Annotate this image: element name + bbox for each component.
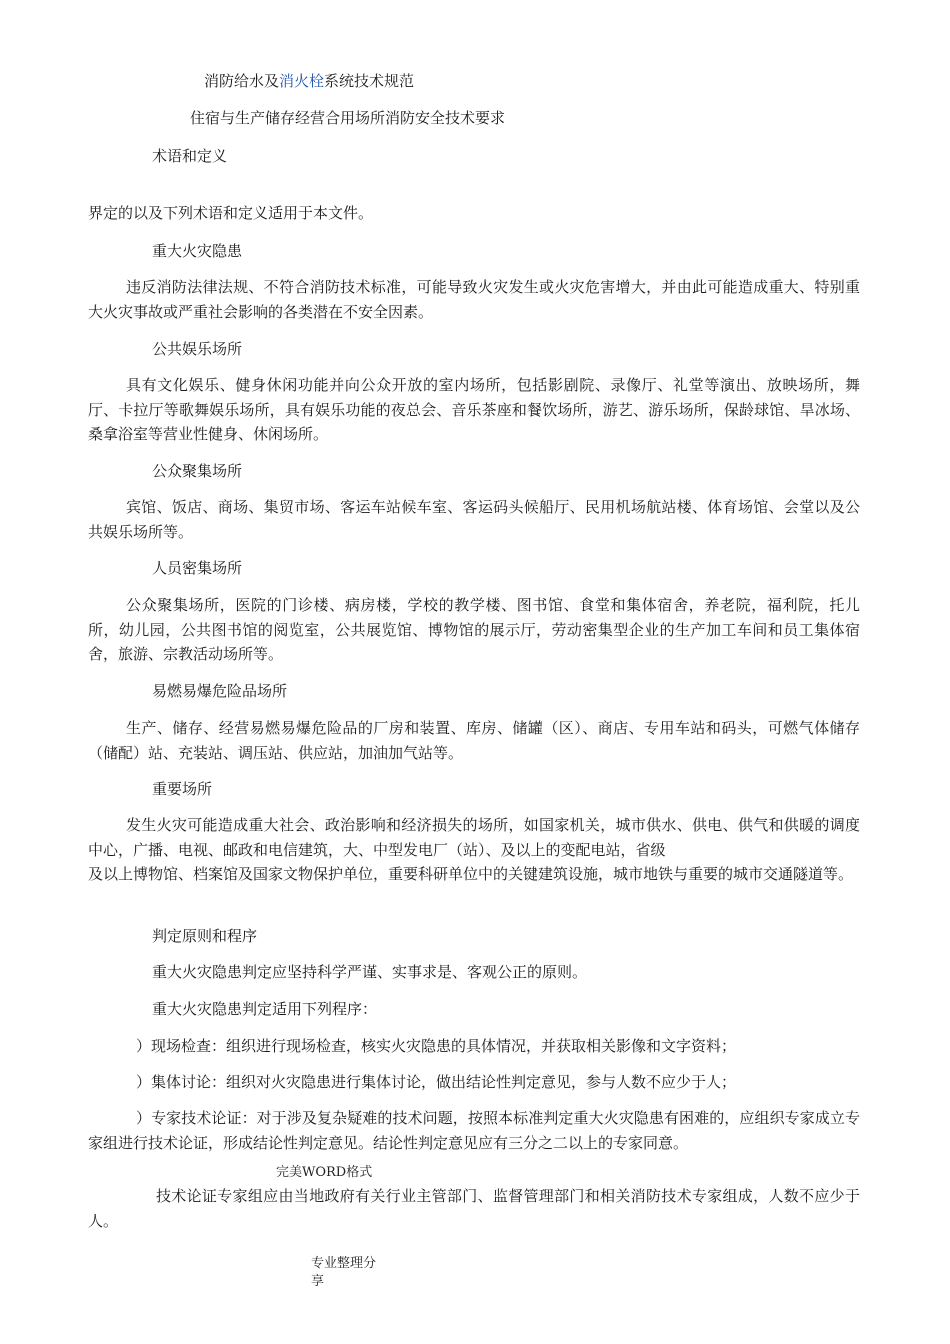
term-definition-continued: 及以上博物馆、档案馆及国家文物保护单位，重要科研单位中的关键建筑设施，城市地铁与重要的城市交通隧道等。 xyxy=(88,865,854,883)
reference-text: 系统技术规范 xyxy=(324,72,415,90)
term-heading: 重要场所 xyxy=(152,780,213,798)
procedure-step: ）集体讨论：组织对火灾隐患进行集体讨论，做出结论性判定意见，参与人数不应少于人； xyxy=(136,1073,737,1091)
term-definition: 宾馆、饭店、商场、集贸市场、客运车站候车室、客运码头候船厅、民用机场航站楼、体育场馆、会堂以及公共娱乐场所等。 xyxy=(88,498,860,541)
term-heading: 公众聚集场所 xyxy=(152,462,243,480)
page-footer: 专业整理分享 xyxy=(311,1256,377,1289)
term-heading: 人员密集场所 xyxy=(152,559,243,577)
section-heading-principles: 判定原则和程序 xyxy=(152,927,258,945)
term-definition: 违反消防法律法规、不符合消防技术标准，可能导致火灾发生或火灾危害增大，并由此可能造成重大、特别重大火灾事故或严重社会影响的各类潜在不安全因素。 xyxy=(88,278,860,321)
procedure-step: ）现场检查：组织进行现场检查，核实火灾隐患的具体情况，并获取相关影像和文字资料； xyxy=(136,1037,737,1055)
term-definition: 生产、储存、经营易燃易爆危险品的厂房和装置、库房、储罐（区）、商店、专用车站和码头，可燃气体储存（储配）站、充装站、调压站、供应站，加油加气站等。 xyxy=(88,719,860,762)
principle-item: 重大火灾隐患判定适用下列程序： xyxy=(152,1000,378,1018)
watermark-footer: 完美WORD格式 xyxy=(276,1165,373,1180)
reference-standard-1 xyxy=(204,71,414,91)
term-definition: 公众聚集场所，医院的门诊楼、病房楼，学校的教学楼、图书馆、食堂和集体宿舍，养老院，福利院，托儿所，幼儿园，公共图书馆的阅览室，公共展览馆、博物馆的展示厅，劳动密集型企业的生产加工车间和员工集体宿舍，旅游、宗教活动场所等。 xyxy=(88,596,860,663)
term-definition: 具有文化娱乐、健身休闲功能并向公众开放的室内场所，包括影剧院、录像厅、礼堂等演出、放映场所，舞厅、卡拉厅等歌舞娱乐场所，具有娱乐功能的夜总会、音乐茶座和餐饮场所，游艺、游乐场所，保龄球馆、旱冰场、桑拿浴室等营业性健身、休闲场所。 xyxy=(88,376,860,443)
principle-item: 重大火灾隐患判定应坚持科学严谨、实事求是、客观公正的原则。 xyxy=(152,963,588,981)
reference-link[interactable]: 消火栓 xyxy=(279,72,325,90)
reference-text: 消防给水及 xyxy=(204,72,280,90)
term-definition: 发生火灾可能造成重大社会、政治影响和经济损失的场所，如国家机关，城市供水、供电、供气和供暖的调度中心，广播、电视、邮政和电信建筑，大、中型发电厂（站）、及以上的变配电站，省级 xyxy=(88,816,860,859)
section-heading-terms: 术语和定义 xyxy=(152,147,228,165)
procedure-step: ）专家技术论证：对于涉及复杂疑难的技术问题，按照本标准判定重大火灾隐患有困难的，应组织专家成立专家组进行技术论证，形成结论性判定意见。结论性判定意见应有三分之二以上的专家同意。 xyxy=(88,1109,860,1152)
terms-intro: 界定的以及下列术语和定义适用于本文件。 xyxy=(88,204,374,222)
term-heading: 公共娱乐场所 xyxy=(152,340,243,358)
term-heading: 重大火灾隐患 xyxy=(152,242,243,260)
reference-standard-2: 住宿与生产储存经营合用场所消防安全技术要求 xyxy=(190,109,506,127)
expert-group-paragraph: 技术论证专家组应由当地政府有关行业主管部门、监督管理部门和相关消防技术专家组成，人数不应少于人。 xyxy=(88,1187,860,1230)
term-heading: 易燃易爆危险品场所 xyxy=(152,682,288,700)
